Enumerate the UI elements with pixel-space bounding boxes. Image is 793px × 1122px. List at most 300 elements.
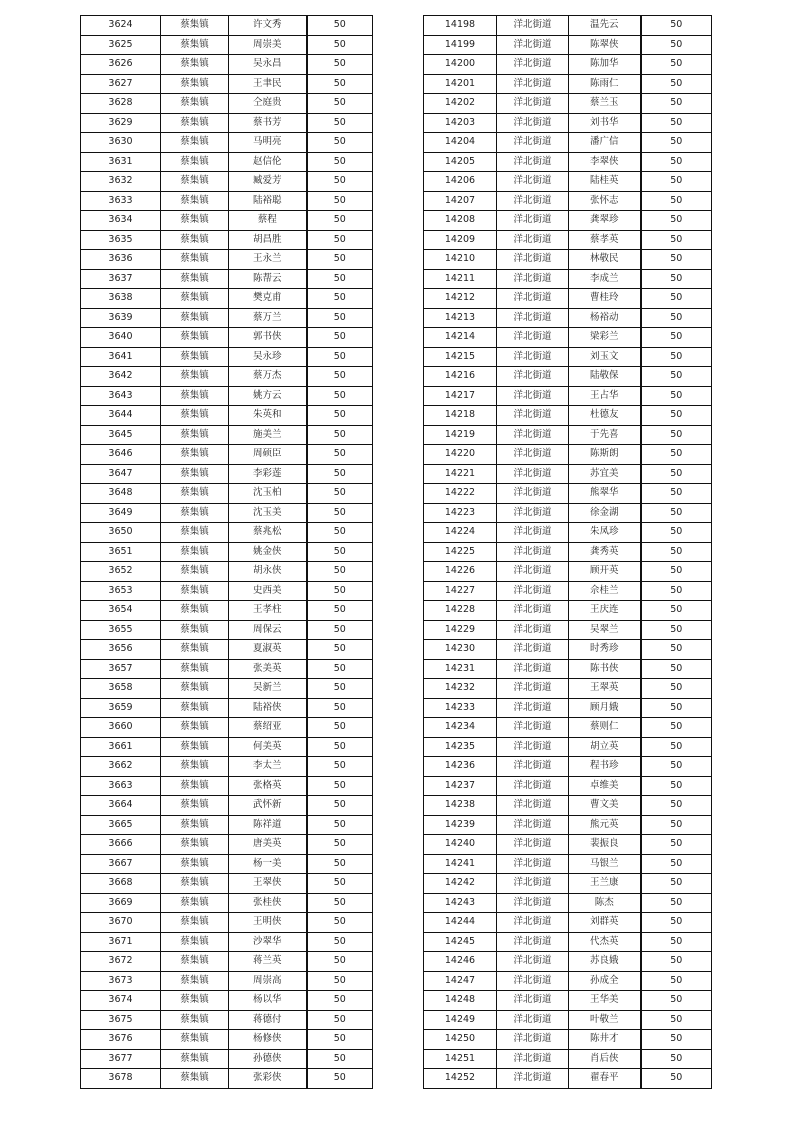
row-number-cell: 3664 [81,796,161,816]
row-number-cell: 14222 [424,484,497,504]
town-cell: 蔡集镇 [161,523,229,543]
table-row [81,250,373,270]
table-row [424,347,712,367]
amount-cell: 50 [307,620,373,640]
amount-cell: 50 [641,542,712,562]
name-cell: 陆敬保 [569,367,641,387]
row-number-cell: 3644 [81,406,161,426]
name-cell: 陈斯朗 [569,445,641,465]
town-cell: 蔡集镇 [161,94,229,114]
name-cell: 王兰康 [569,874,641,894]
row-number-cell: 3630 [81,133,161,153]
row-number-cell: 3626 [81,55,161,75]
amount-cell: 50 [307,776,373,796]
amount-cell: 50 [641,718,712,738]
row-number-cell: 3639 [81,308,161,328]
name-cell: 张格英 [229,776,307,796]
row-number-cell: 14245 [424,932,497,952]
row-number-cell: 3629 [81,113,161,133]
town-cell: 洋北街道 [497,1069,569,1089]
table-row [424,523,712,543]
row-number-cell: 3625 [81,35,161,55]
amount-cell: 50 [641,835,712,855]
amount-cell: 50 [307,347,373,367]
amount-cell: 50 [307,328,373,348]
table-row [424,620,712,640]
name-cell: 施美兰 [229,425,307,445]
amount-cell: 50 [641,367,712,387]
amount-cell: 50 [307,94,373,114]
town-cell: 洋北街道 [497,133,569,153]
town-cell: 蔡集镇 [161,1010,229,1030]
right-table [423,15,712,1089]
table-row [81,854,373,874]
amount-cell: 50 [307,971,373,991]
amount-cell: 50 [641,425,712,445]
table-row [424,893,712,913]
town-cell: 蔡集镇 [161,55,229,75]
amount-cell: 50 [641,211,712,231]
table-row [81,211,373,231]
amount-cell: 50 [307,913,373,933]
row-number-cell: 14238 [424,796,497,816]
amount-cell: 50 [307,191,373,211]
amount-cell: 50 [641,581,712,601]
table-row [81,737,373,757]
table-row [424,776,712,796]
row-number-cell: 14231 [424,659,497,679]
table-row [81,757,373,777]
table-row [81,1030,373,1050]
table-row [81,406,373,426]
town-cell: 蔡集镇 [161,367,229,387]
name-cell: 陆裕侠 [229,698,307,718]
town-cell: 洋北街道 [497,191,569,211]
table-row [81,835,373,855]
table-row [81,289,373,309]
amount-cell: 50 [641,523,712,543]
amount-cell: 50 [307,445,373,465]
amount-cell: 50 [307,269,373,289]
row-number-cell: 3672 [81,952,161,972]
row-number-cell: 3666 [81,835,161,855]
row-number-cell: 14228 [424,601,497,621]
town-cell: 洋北街道 [497,152,569,172]
row-number-cell: 3651 [81,542,161,562]
name-cell: 曹文美 [569,796,641,816]
row-number-cell: 14213 [424,308,497,328]
table-row [424,1069,712,1089]
table-row [424,191,712,211]
row-number-cell: 3654 [81,601,161,621]
row-number-cell: 14235 [424,737,497,757]
table-row [424,581,712,601]
table-row [81,386,373,406]
row-number-cell: 14229 [424,620,497,640]
table-row [81,113,373,133]
row-number-cell: 14250 [424,1030,497,1050]
table-row [424,172,712,192]
amount-cell: 50 [307,932,373,952]
row-number-cell: 3640 [81,328,161,348]
table-row [81,191,373,211]
name-cell: 蔡万兰 [229,308,307,328]
name-cell: 曹桂玲 [569,289,641,309]
amount-cell: 50 [641,308,712,328]
amount-cell: 50 [641,796,712,816]
name-cell: 于先喜 [569,425,641,445]
table-row [424,640,712,660]
town-cell: 蔡集镇 [161,74,229,94]
table-row [424,815,712,835]
name-cell: 沈玉美 [229,503,307,523]
row-number-cell: 3667 [81,854,161,874]
town-cell: 蔡集镇 [161,659,229,679]
row-number-cell: 14223 [424,503,497,523]
town-cell: 蔡集镇 [161,952,229,972]
amount-cell: 50 [641,503,712,523]
name-cell: 陆桂英 [569,172,641,192]
amount-cell: 50 [307,484,373,504]
town-cell: 洋北街道 [497,913,569,933]
row-number-cell: 14208 [424,211,497,231]
town-cell: 蔡集镇 [161,484,229,504]
row-number-cell: 3675 [81,1010,161,1030]
name-cell: 孙德侠 [229,1049,307,1069]
amount-cell: 50 [641,698,712,718]
row-number-cell: 14230 [424,640,497,660]
town-cell: 洋北街道 [497,620,569,640]
table-row [424,133,712,153]
town-cell: 洋北街道 [497,893,569,913]
row-number-cell: 14246 [424,952,497,972]
amount-cell: 50 [307,952,373,972]
name-cell: 赵信伦 [229,152,307,172]
amount-cell: 50 [307,679,373,699]
name-cell: 杨以华 [229,991,307,1011]
amount-cell: 50 [641,1049,712,1069]
town-cell: 洋北街道 [497,659,569,679]
amount-cell: 50 [307,640,373,660]
table-row [424,211,712,231]
table-row [424,562,712,582]
row-number-cell: 14214 [424,328,497,348]
table-row [81,503,373,523]
name-cell: 刘玉文 [569,347,641,367]
table-row [424,601,712,621]
town-cell: 洋北街道 [497,74,569,94]
town-cell: 蔡集镇 [161,620,229,640]
name-cell: 龚秀英 [569,542,641,562]
name-cell: 吴翠兰 [569,620,641,640]
table-row [424,445,712,465]
town-cell: 洋北街道 [497,835,569,855]
town-cell: 蔡集镇 [161,1030,229,1050]
name-cell: 程书珍 [569,757,641,777]
town-cell: 蔡集镇 [161,445,229,465]
row-number-cell: 14207 [424,191,497,211]
row-number-cell: 3661 [81,737,161,757]
amount-cell: 50 [641,269,712,289]
table-row [424,659,712,679]
name-cell: 梁彩兰 [569,328,641,348]
town-cell: 洋北街道 [497,698,569,718]
name-cell: 刘群英 [569,913,641,933]
name-cell: 蔡则仁 [569,718,641,738]
table-row [424,737,712,757]
name-cell: 刘书华 [569,113,641,133]
row-number-cell: 3670 [81,913,161,933]
table-row [81,542,373,562]
row-number-cell: 3627 [81,74,161,94]
row-number-cell: 14233 [424,698,497,718]
row-number-cell: 14225 [424,542,497,562]
table-row [424,757,712,777]
row-number-cell: 3632 [81,172,161,192]
table-row [424,74,712,94]
amount-cell: 50 [307,152,373,172]
row-number-cell: 14240 [424,835,497,855]
name-cell: 陈杰 [569,893,641,913]
town-cell: 蔡集镇 [161,269,229,289]
town-cell: 蔡集镇 [161,211,229,231]
row-number-cell: 3660 [81,718,161,738]
left-table-body [81,16,373,1089]
town-cell: 蔡集镇 [161,328,229,348]
name-cell: 王庆连 [569,601,641,621]
town-cell: 蔡集镇 [161,1049,229,1069]
town-cell: 蔡集镇 [161,835,229,855]
amount-cell: 50 [641,484,712,504]
name-cell: 张桂侠 [229,893,307,913]
row-number-cell: 14234 [424,718,497,738]
row-number-cell: 14199 [424,35,497,55]
amount-cell: 50 [307,581,373,601]
table-row [424,932,712,952]
amount-cell: 50 [641,1069,712,1089]
table-row [424,1049,712,1069]
town-cell: 洋北街道 [497,932,569,952]
town-cell: 洋北街道 [497,952,569,972]
row-number-cell: 3635 [81,230,161,250]
name-cell: 代杰英 [569,932,641,952]
town-cell: 洋北街道 [497,406,569,426]
amount-cell: 50 [307,172,373,192]
amount-cell: 50 [307,835,373,855]
name-cell: 蒋德付 [229,1010,307,1030]
town-cell: 洋北街道 [497,542,569,562]
town-cell: 洋北街道 [497,503,569,523]
row-number-cell: 3628 [81,94,161,114]
amount-cell: 50 [307,1049,373,1069]
table-row [81,133,373,153]
name-cell: 熊翠华 [569,484,641,504]
amount-cell: 50 [307,55,373,75]
name-cell: 蔡万杰 [229,367,307,387]
amount-cell: 50 [307,1010,373,1030]
name-cell: 卓维美 [569,776,641,796]
table-row [81,601,373,621]
name-cell: 史西美 [229,581,307,601]
name-cell: 王聿民 [229,74,307,94]
table-row [81,620,373,640]
row-number-cell: 14206 [424,172,497,192]
table-row [81,581,373,601]
row-number-cell: 14211 [424,269,497,289]
town-cell: 洋北街道 [497,211,569,231]
amount-cell: 50 [307,542,373,562]
town-cell: 洋北街道 [497,113,569,133]
amount-cell: 50 [307,1069,373,1089]
name-cell: 陈帮云 [229,269,307,289]
town-cell: 蔡集镇 [161,113,229,133]
name-cell: 徐金湖 [569,503,641,523]
name-cell: 陈祥道 [229,815,307,835]
name-cell: 陈雨仁 [569,74,641,94]
row-number-cell: 14224 [424,523,497,543]
table-row [81,796,373,816]
row-number-cell: 3671 [81,932,161,952]
table-row [81,152,373,172]
row-number-cell: 3656 [81,640,161,660]
town-cell: 蔡集镇 [161,991,229,1011]
table-row [424,542,712,562]
name-cell: 武怀新 [229,796,307,816]
name-cell: 胡立英 [569,737,641,757]
amount-cell: 50 [641,152,712,172]
amount-cell: 50 [641,172,712,192]
row-number-cell: 14249 [424,1010,497,1030]
town-cell: 洋北街道 [497,55,569,75]
name-cell: 王翠侠 [229,874,307,894]
name-cell: 李翠侠 [569,152,641,172]
row-number-cell: 3650 [81,523,161,543]
table-row [424,913,712,933]
town-cell: 洋北街道 [497,1049,569,1069]
row-number-cell: 14200 [424,55,497,75]
town-cell: 蔡集镇 [161,542,229,562]
table-row [424,289,712,309]
row-number-cell: 3655 [81,620,161,640]
name-cell: 周崇美 [229,35,307,55]
town-cell: 蔡集镇 [161,718,229,738]
amount-cell: 50 [641,737,712,757]
table-row [81,718,373,738]
amount-cell: 50 [307,562,373,582]
town-cell: 蔡集镇 [161,425,229,445]
name-cell: 翟春平 [569,1069,641,1089]
amount-cell: 50 [307,230,373,250]
row-number-cell: 3642 [81,367,161,387]
town-cell: 洋北街道 [497,445,569,465]
table-row [424,971,712,991]
town-cell: 蔡集镇 [161,640,229,660]
table-row [81,425,373,445]
name-cell: 苏良娥 [569,952,641,972]
name-cell: 潘广信 [569,133,641,153]
town-cell: 蔡集镇 [161,503,229,523]
row-number-cell: 14252 [424,1069,497,1089]
town-cell: 蔡集镇 [161,406,229,426]
amount-cell: 50 [307,250,373,270]
amount-cell: 50 [307,308,373,328]
table-row [81,55,373,75]
table-row [81,562,373,582]
name-cell: 杨修侠 [229,1030,307,1050]
amount-cell: 50 [641,562,712,582]
row-number-cell: 3638 [81,289,161,309]
right-table-body [424,16,712,1089]
row-number-cell: 14216 [424,367,497,387]
amount-cell: 50 [641,113,712,133]
table-row [424,250,712,270]
amount-cell: 50 [641,347,712,367]
table-row [424,796,712,816]
name-cell: 顾开英 [569,562,641,582]
town-cell: 蔡集镇 [161,737,229,757]
name-cell: 叶敬兰 [569,1010,641,1030]
table-row [424,952,712,972]
town-cell: 蔡集镇 [161,971,229,991]
table-row [424,367,712,387]
table-row [424,308,712,328]
town-cell: 洋北街道 [497,815,569,835]
town-cell: 洋北街道 [497,308,569,328]
town-cell: 洋北街道 [497,874,569,894]
amount-cell: 50 [641,874,712,894]
town-cell: 洋北街道 [497,679,569,699]
town-cell: 洋北街道 [497,1010,569,1030]
amount-cell: 50 [641,133,712,153]
table-row [81,230,373,250]
table-row [81,367,373,387]
town-cell: 蔡集镇 [161,562,229,582]
table-row [81,815,373,835]
amount-cell: 50 [641,913,712,933]
amount-cell: 50 [641,35,712,55]
amount-cell: 50 [307,601,373,621]
town-cell: 洋北街道 [497,172,569,192]
name-cell: 温先云 [569,16,641,36]
amount-cell: 50 [641,406,712,426]
town-cell: 蔡集镇 [161,601,229,621]
town-cell: 蔡集镇 [161,796,229,816]
town-cell: 蔡集镇 [161,16,229,36]
amount-cell: 50 [641,640,712,660]
table-row [81,776,373,796]
name-cell: 唐美英 [229,835,307,855]
name-cell: 蔡程 [229,211,307,231]
row-number-cell: 14204 [424,133,497,153]
town-cell: 洋北街道 [497,250,569,270]
name-cell: 陈井才 [569,1030,641,1050]
town-cell: 蔡集镇 [161,893,229,913]
amount-cell: 50 [641,854,712,874]
row-number-cell: 14215 [424,347,497,367]
amount-cell: 50 [641,679,712,699]
name-cell: 张怀志 [569,191,641,211]
row-number-cell: 3636 [81,250,161,270]
table-row [81,523,373,543]
name-cell: 周崇高 [229,971,307,991]
row-number-cell: 14210 [424,250,497,270]
amount-cell: 50 [307,893,373,913]
amount-cell: 50 [307,815,373,835]
town-cell: 蔡集镇 [161,289,229,309]
name-cell: 熊元英 [569,815,641,835]
amount-cell: 50 [307,406,373,426]
town-cell: 洋北街道 [497,562,569,582]
